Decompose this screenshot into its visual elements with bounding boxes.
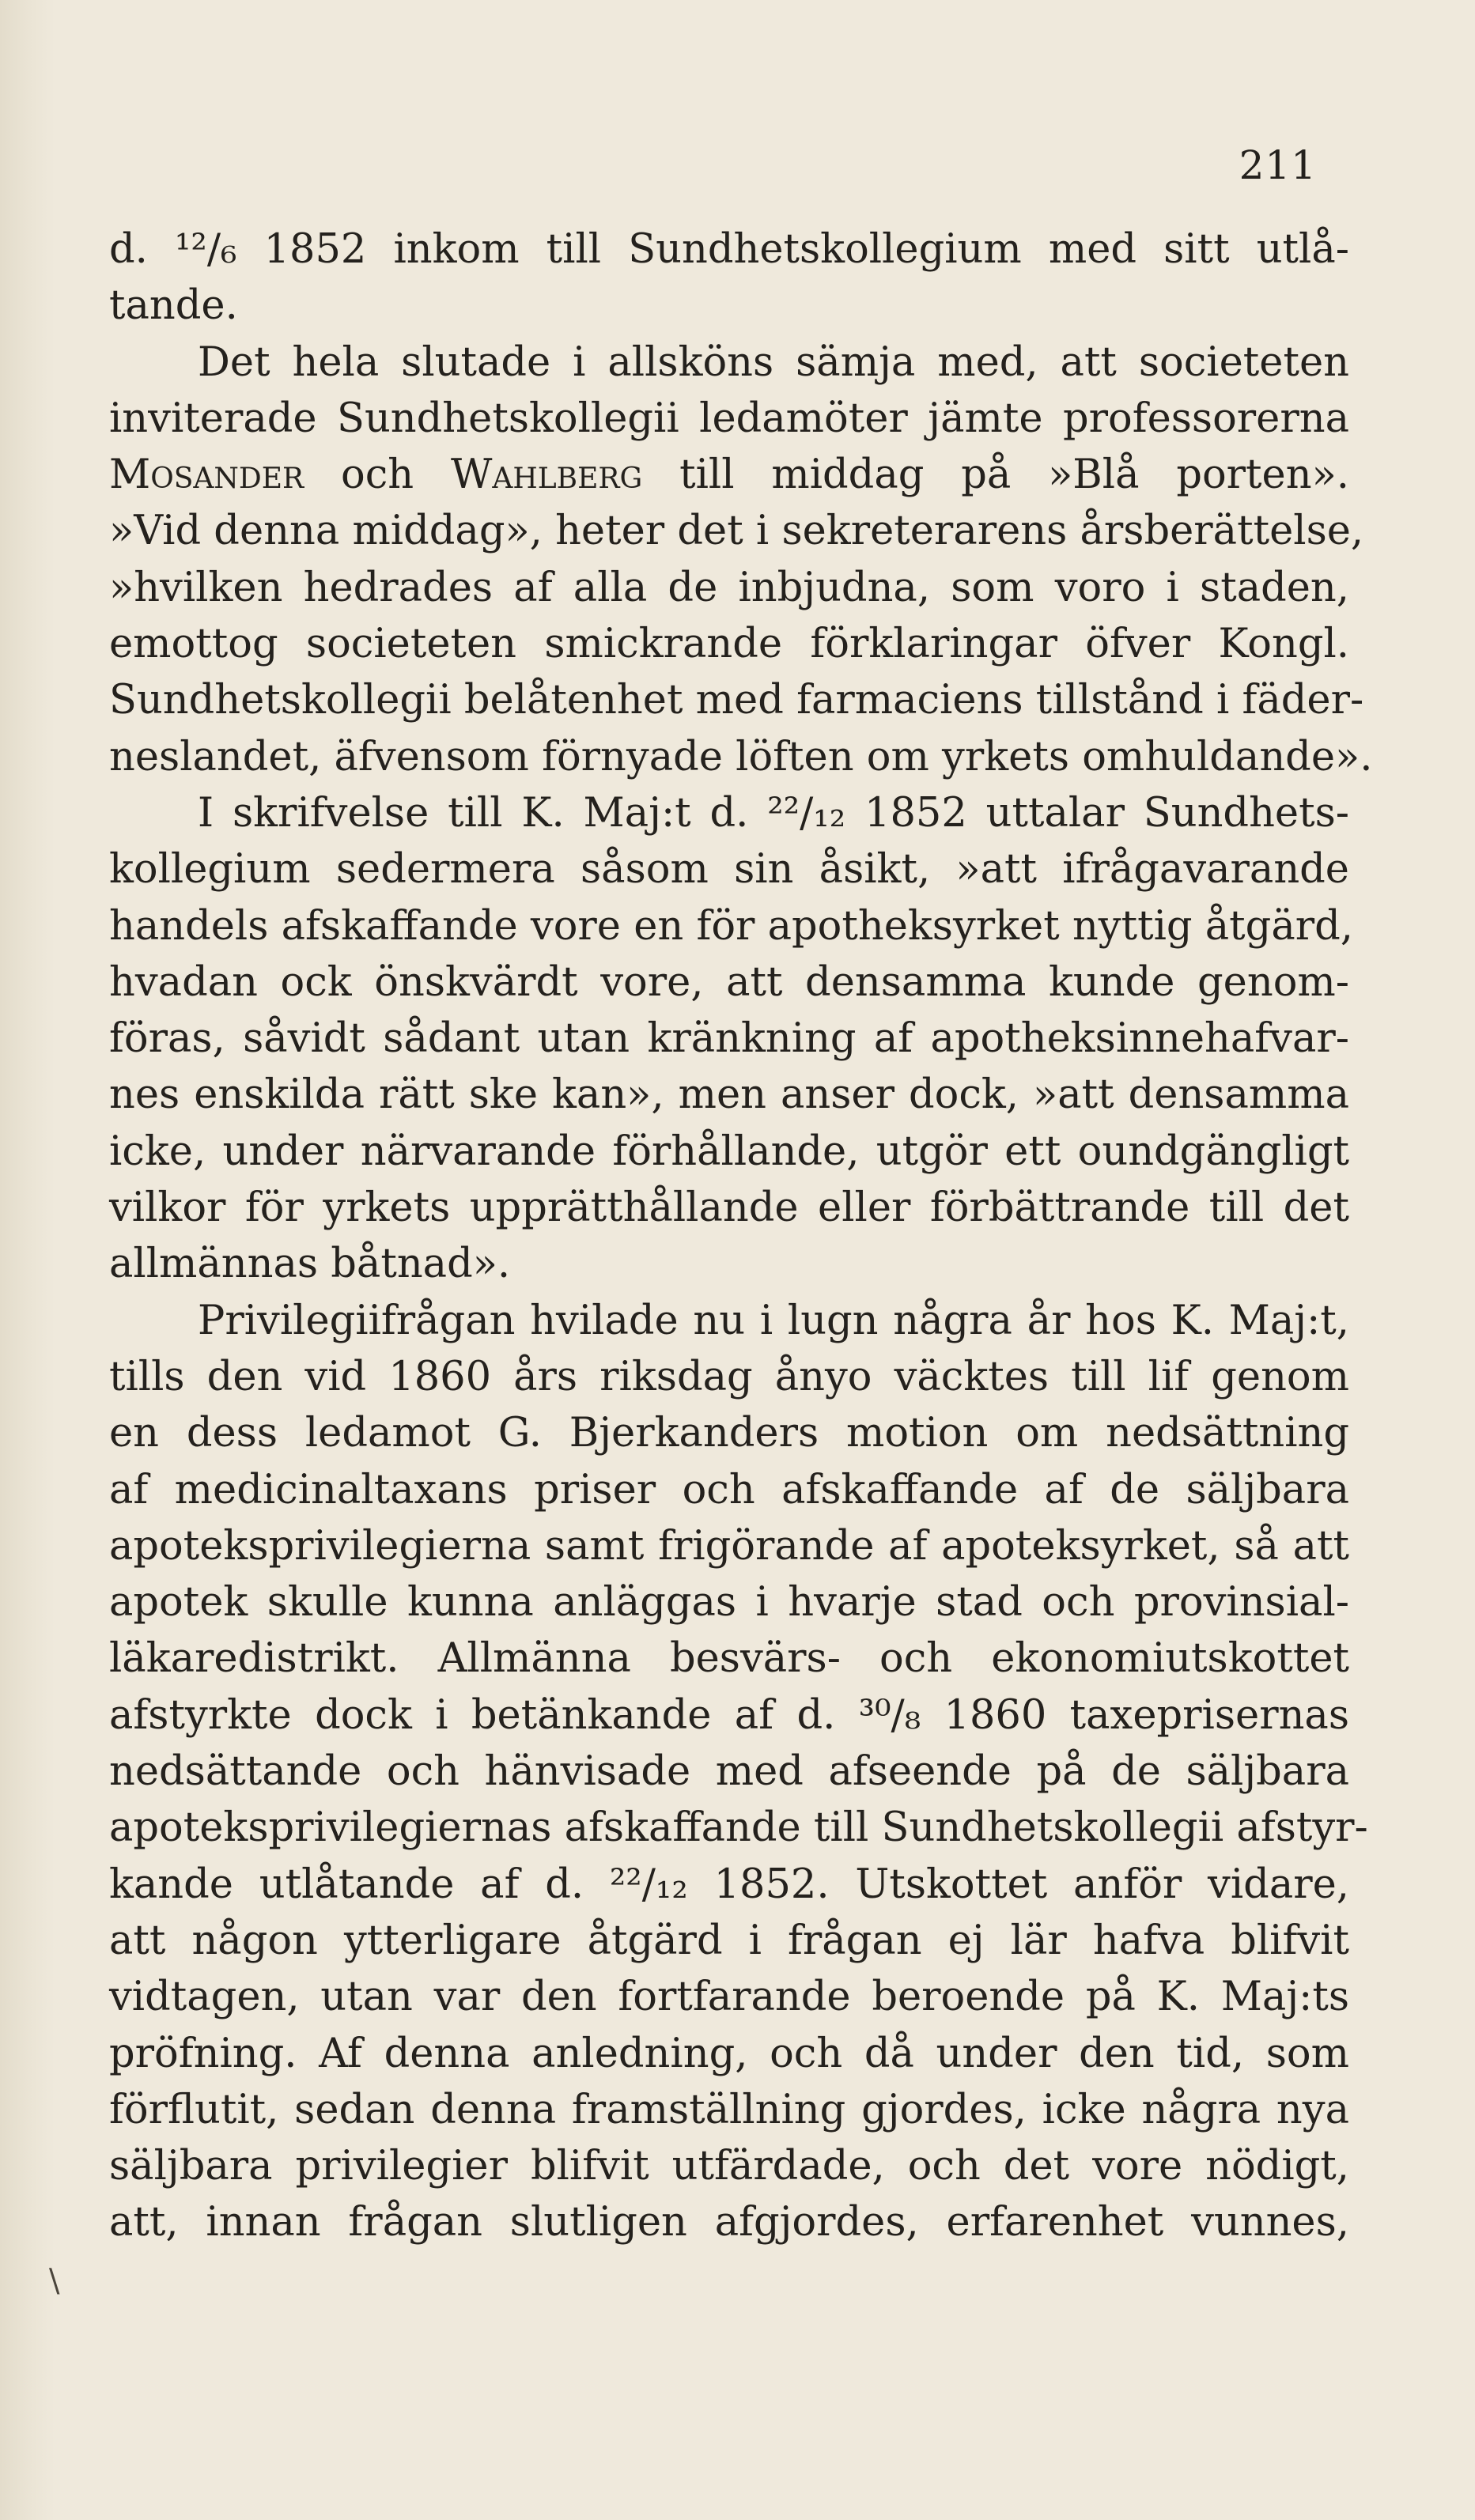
name-smallcaps: Wahlberg [450, 451, 643, 499]
text-line: nedsättande och hänvisade med afseende på de säljbara [109, 1748, 1349, 1796]
text-line: afstyrkte dock i betänkande af d. ³⁰/₈ 1860 taxeprisernas [109, 1691, 1349, 1739]
text-line: d. ¹²/₆ 1852 inkom till Sundhetskollegium med sitt utlå- [109, 226, 1349, 273]
text-line: Privilegiifrågan hvilade nu i lugn några år hos K. Maj:t, [198, 1297, 1349, 1344]
text-line: af medicinaltaxans priser och afskaffande af de säljbara [109, 1466, 1349, 1513]
text-line: »hvilken hedrades af alla de inbjudna, som voro i staden, [109, 564, 1349, 611]
text-line: I skrifvelse till K. Maj:t d. ²²/₁₂ 1852 uttalar Sundhets- [198, 789, 1349, 837]
text-line: inviterade Sundhetskollegii ledamöter jämte professorerna [109, 395, 1349, 442]
text-line: apoteksprivilegierna samt frigörande af apoteksyrket, så att [109, 1522, 1349, 1570]
text-line: handels afskaffande vore en för apotheksyrket nyttig åtgärd, [109, 902, 1353, 950]
text-line: tills den vid 1860 års riksdag ånyo väcktes till lif genom [109, 1353, 1349, 1400]
text-line: föras, såvidt sådant utan kränkning af apotheksinnehafvar- [109, 1015, 1349, 1063]
text-line: kande utlåtande af d. ²²/₁₂ 1852. Utskottet anför vidare, [109, 1861, 1349, 1908]
text-line: vidtagen, utan var den fortfarande beroende på K. Maj:ts [109, 1974, 1349, 2021]
text-line: tande. [109, 282, 238, 330]
text-line: vilkor för yrkets upprätthållande eller förbättrande till det [109, 1184, 1349, 1232]
text-line: »Vid denna middag», heter det i sekreterarens årsberättelse, [109, 508, 1364, 555]
text-line: emottog societeten smickrande förklaringar öfver Kongl. [109, 621, 1349, 668]
text-line: kollegium sedermera såsom sin åsikt, »att ifrågavarande [109, 846, 1349, 894]
text-line: icke, under närvarande förhållande, utgör ett oundgängligt [109, 1128, 1349, 1175]
text-line: läkaredistrikt. Allmänna besvärs- och ekonomiutskottet [109, 1635, 1349, 1683]
margin-mark: \ [49, 2263, 60, 2299]
text-line: Mosander och Wahlberg till middag på »Blå porten». [109, 451, 1349, 499]
text-line: allmännas båtnad». [109, 1241, 511, 1288]
text-line: en dess ledamot G. Bjerkanders motion om nedsättning [109, 1410, 1349, 1457]
text-line: säljbara privilegier blifvit utfärdade, och det vore nödigt, [109, 2143, 1349, 2190]
text-line: Det hela slutade i allsköns sämja med, att societeten [198, 338, 1349, 386]
page-number: 211 [1239, 142, 1317, 188]
name-smallcaps: Mosander [109, 451, 304, 499]
text-line: pröfning. Af denna anledning, och då under den tid, som [109, 2030, 1349, 2077]
text-line: förflutit, sedan denna framställning gjordes, icke några nya [109, 2086, 1349, 2133]
body-text [109, 221, 1373, 2251]
text-line: apoteksprivilegiernas afskaffande till Sundhetskollegii afstyr- [109, 1804, 1368, 1852]
text-line: apotek skulle kunna anläggas i hvarje stad och provinsial- [109, 1579, 1349, 1626]
text-line: att någon ytterligare åtgärd i frågan ej lär hafva blifvit [109, 1917, 1349, 1964]
text-line: nes enskilda rätt ske kan», men anser dock, »att densamma [109, 1071, 1349, 1119]
page-edge-shadow [0, 0, 55, 2520]
text-line: att, innan frågan slutligen afgjordes, erfarenhet vunnes, [109, 2199, 1349, 2246]
text-line: neslandet, äfvensom förnyade löften om yrkets omhuldande». [109, 733, 1373, 780]
text-line: Sundhetskollegii belåtenhet med farmaciens tillstånd i fäder- [109, 677, 1364, 724]
text-line: hvadan ock önskvärdt vore, att densamma kunde genom- [109, 958, 1349, 1006]
